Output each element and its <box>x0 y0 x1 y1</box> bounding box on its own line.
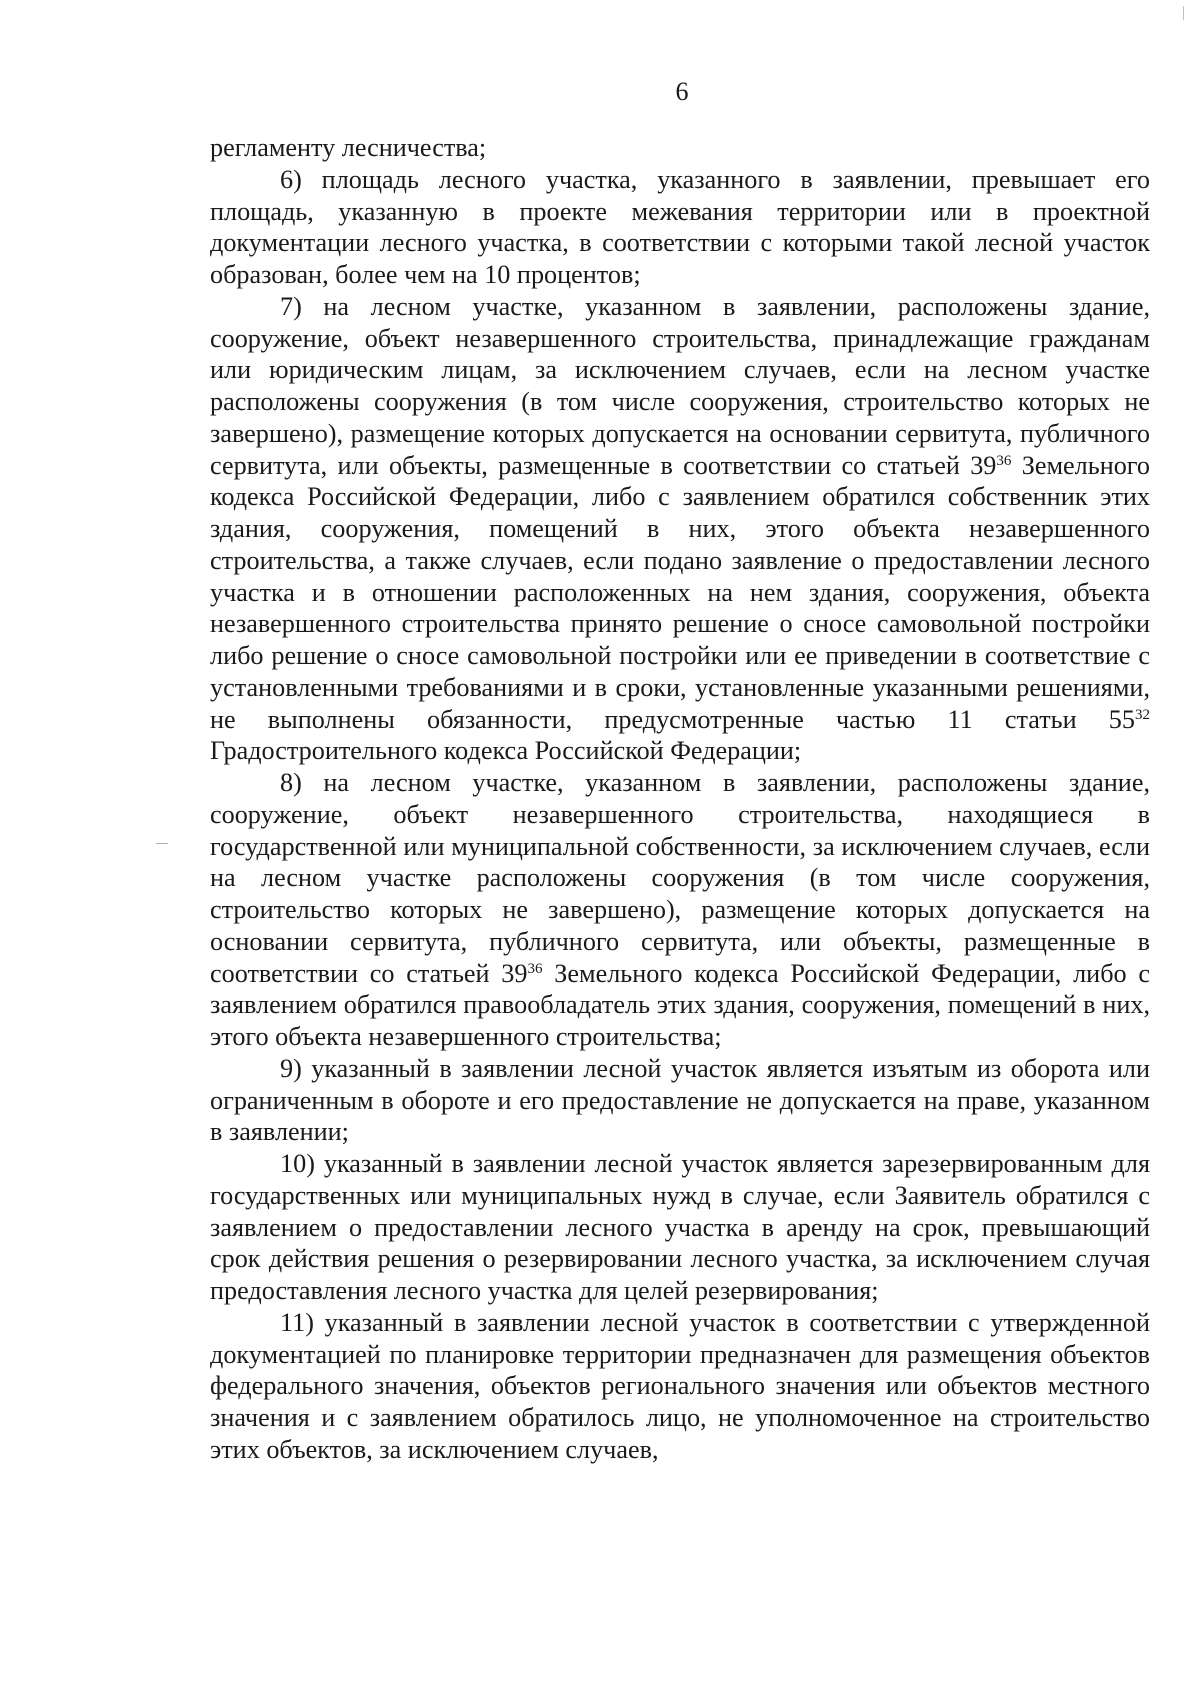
paragraph-item-7 <box>210 291 1150 767</box>
page-number: 6 <box>675 77 689 106</box>
paragraph-item-9: 9) указанный в заявлении лесной участок является изъятым из оборота или ограниченным в обороте и его предоставление не допускается на праве, указанном в заявлении; <box>210 1053 1150 1147</box>
paragraph-item-8 <box>210 767 1150 1053</box>
margin-tick-mark <box>156 843 168 844</box>
scan-corner-mark <box>1183 6 1190 20</box>
paragraph-continuation: регламенту лесничества; <box>210 133 487 162</box>
paragraph-item-8-part-b: Земельного кодекса Российской Федерации, либо с заявлением обратился правообладатель этих здания, сооружения, помещений в них, этого объекта незавершенного строительства; <box>210 958 1150 1051</box>
paragraph-item-8-part-a: 8) на лесном участке, указанном в заявлении, расположены здание, сооружение, объект незавершенного строительства, находящиеся в государственной или муниципальной собственности, за исключением случаев, если на лесном участке расположены сооружения (в том числе сооружения, строительство которых не завершено), размещение которых допускается на основании сервитута, публичного сервитута, или объекты, размещенные в соответствии со статьей 39 <box>210 768 1150 988</box>
paragraph-item-7-part-a: 7) на лесном участке, указанном в заявлении, расположены здание, сооружение, объект незавершенного строительства, принадлежащие гражданам или юридическим лицам, за исключением случаев, если на лесном участке расположены сооружения (в том числе сооружения, строительство которых не завершено), размещение которых допускается на основании сервитута, публичного сервитута, или объекты, размещенные в соответствии со статьей 39 <box>210 291 1150 480</box>
document-body <box>210 132 1150 1466</box>
superscript-32: 32 <box>1135 706 1150 723</box>
paragraph-item-11: 11) указанный в заявлении лесной участок в соответствии с утвержденной документацией по планировке территории предназначен для размещения объектов федерального значения, объектов регионального значения или объектов местного значения и с заявлением обратилось лицо, не уполномоченное на строительство этих объектов, за исключением случаев, <box>210 1307 1150 1464</box>
paragraph-item-7-part-b: Земельного кодекса Российской Федерации, либо с заявлением обратился собственник этих здания, сооружения, помещений в них, этого объекта незавершенного строительства, а также случаев, если подано заявление о предоставлении лесного участка и в отношении расположенных на нем здания, сооружения, объекта незавершенного строительства принято решение о сносе самовольной постройки либо решение о сносе самовольной постройки или ее приведении в соответствие с установленными требованиями и в сроки, установленные указанными решениями, не выполнены обязанности, предусмотренные частью 11 статьи 55 <box>210 450 1150 734</box>
superscript-36: 36 <box>996 452 1012 469</box>
paragraph-item-10: 10) указанный в заявлении лесной участок является зарезервированным для государственных или муниципальных нужд в случае, если Заявитель обратился с заявлением о предоставлении лесного участка в аренду на срок, превышающий срок действия решения о резервировании лесного участка, за исключением случая предоставления лесного участка для целей резервирования; <box>210 1149 1150 1305</box>
paragraph-item-6: 6) площадь лесного участка, указанного в заявлении, превышает его площадь, указанную в проекте межевания территории или в проектной документации лесного участка, в соответствии с которыми такой лесной участок образован, более чем на 10 процентов; <box>210 164 1150 289</box>
paragraph-item-7-part-c: Градостроительного кодекса Российской Федерации; <box>210 736 802 766</box>
superscript-36: 36 <box>527 960 543 977</box>
